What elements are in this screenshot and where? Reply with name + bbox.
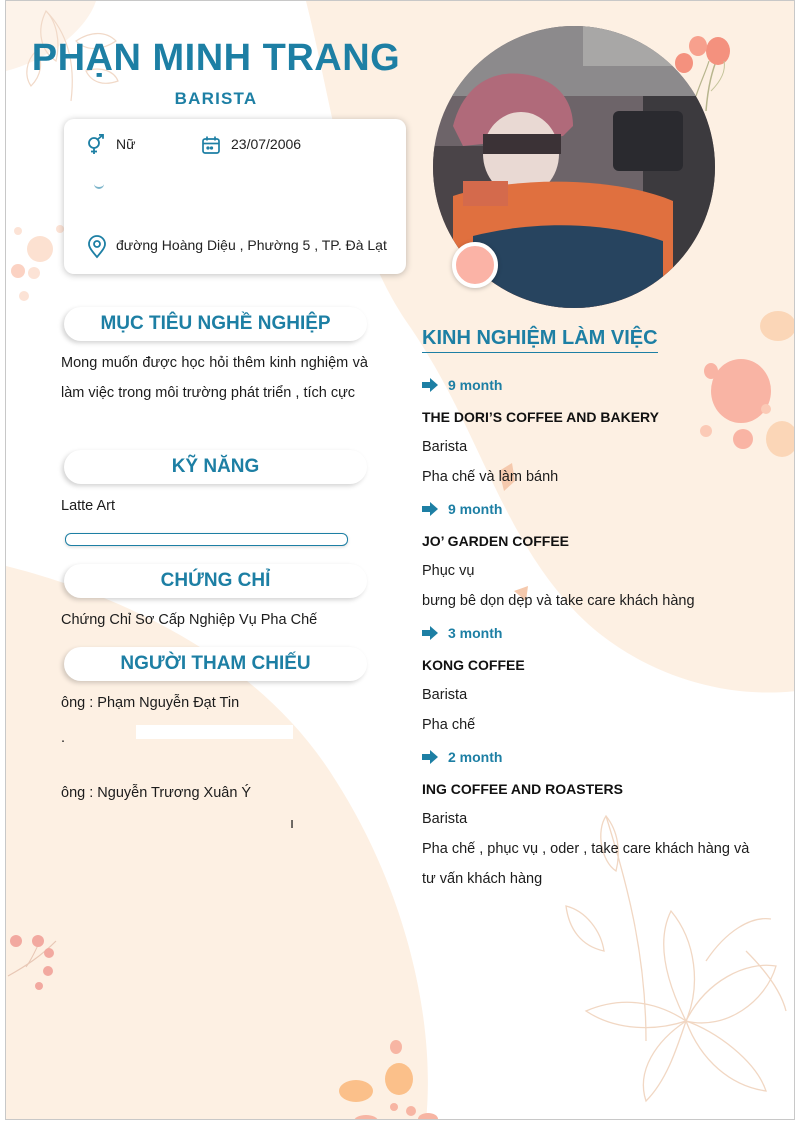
company-name: JO’ GARDEN COFFEE — [422, 533, 570, 549]
job-role: Phục vụ — [422, 563, 475, 579]
skills-title: KỸ NĂNG — [171, 456, 260, 477]
phone-icon-fragment — [94, 181, 104, 189]
job-duration-text: 9 month — [448, 501, 503, 517]
resume-page — [5, 0, 795, 1120]
reference-name: ông : Nguyễn Trương Xuân Ý — [61, 785, 252, 801]
job-description: Pha chế — [422, 717, 476, 733]
gender-icon — [86, 134, 108, 156]
certificates-title: CHỨNG CHỈ — [160, 570, 271, 591]
references-title: NGƯỜI THAM CHIẾU — [120, 653, 311, 674]
birthdate-value: 23/07/2006 — [231, 136, 302, 152]
location-icon — [86, 235, 108, 259]
reference-detail: . — [61, 730, 66, 746]
certificate-item: Chứng Chỉ Sơ Cấp Nghiệp Vụ Pha Chế — [61, 612, 318, 628]
reference-detail: ı — [290, 816, 295, 832]
company-name: THE DORI’S COFFEE AND BAKERY — [422, 409, 659, 425]
avatar-accent-dot — [452, 242, 498, 288]
job-duration — [422, 377, 502, 395]
arrow-right-icon — [422, 502, 438, 519]
company-name: ING COFFEE AND ROASTERS — [422, 781, 623, 797]
job-duration-text: 9 month — [448, 377, 503, 393]
job-role: Barista — [422, 811, 468, 827]
job-duration-text: 2 month — [448, 749, 503, 765]
arrow-right-icon — [422, 378, 438, 395]
skill-level-bar — [65, 533, 348, 546]
job-title: BARISTA — [174, 89, 258, 108]
job-duration — [422, 501, 502, 519]
gender-value: Nữ — [116, 136, 136, 152]
job-duration-text: 3 month — [448, 625, 503, 641]
skill-name: Latte Art — [61, 498, 116, 514]
job-description: bưng bê dọn dẹp và take care khách hàng — [422, 593, 695, 609]
experience-title: KINH NGHIỆM LÀM VIỆC — [422, 327, 658, 353]
job-duration — [422, 625, 502, 643]
address-value: đường Hoàng Diệu , Phường 5 , TP. Đà Lạt — [116, 237, 387, 253]
reference-detail-mask — [136, 725, 293, 739]
calendar-icon — [201, 135, 221, 155]
objective-title: MỤC TIÊU NGHỀ NGHIỆP — [100, 313, 331, 334]
job-duration — [422, 749, 502, 767]
job-role: Barista — [422, 439, 468, 455]
arrow-right-icon — [422, 626, 438, 643]
personal-info-card — [64, 119, 406, 274]
reference-name: ông : Phạm Nguyễn Đạt Tin — [61, 695, 240, 711]
job-description: Pha chế và làm bánh — [422, 469, 559, 485]
job-role: Barista — [422, 687, 468, 703]
objective-text: Mong muốn được học hỏi thêm kinh nghiệm và làm việc trong môi trường phát triển , tích cực — [61, 355, 368, 401]
company-name: KONG COFFEE — [422, 657, 525, 673]
job-description: Pha chế , phục vụ , oder , take care khách hàng và tư vấn khách hàng — [422, 841, 750, 887]
candidate-name: PHẠN MINH TRANG — [31, 37, 401, 79]
arrow-right-icon — [422, 750, 438, 767]
